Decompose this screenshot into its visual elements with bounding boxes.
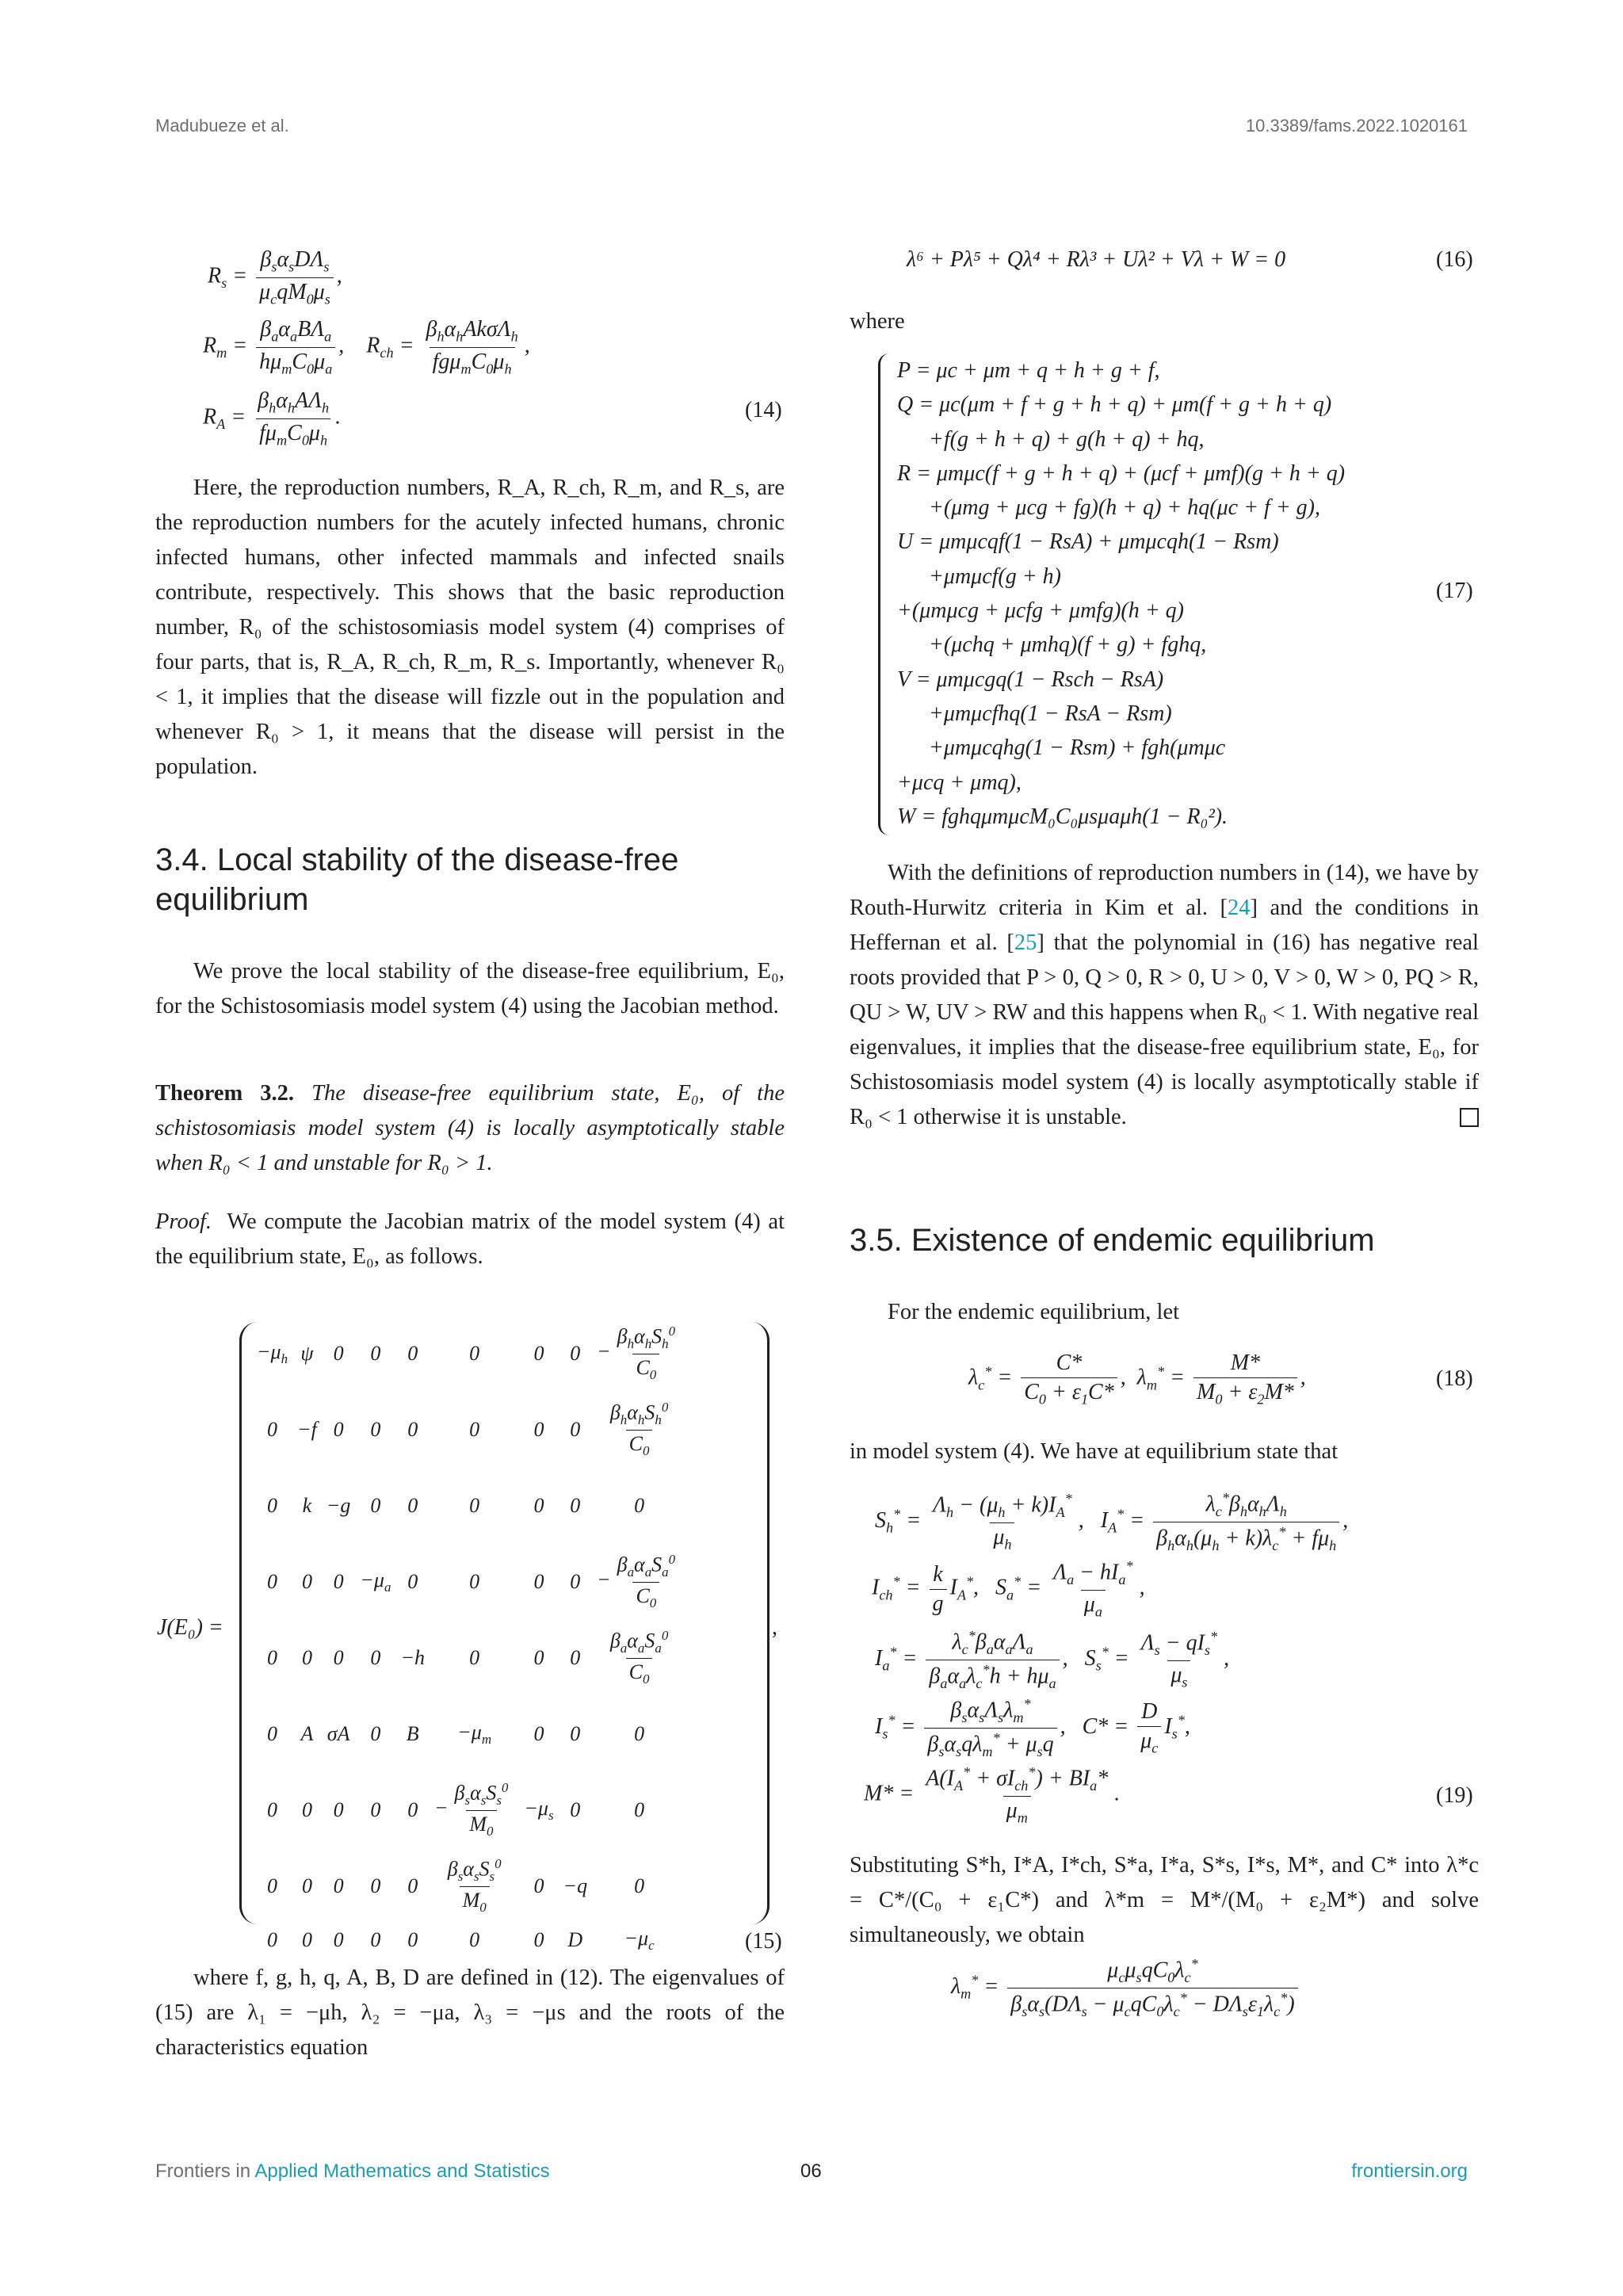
jacobian-label: J(E₀) = xyxy=(157,1615,223,1640)
theorem-label: Theorem 3.2. xyxy=(155,1081,295,1106)
where-label: where xyxy=(850,309,905,334)
right-para-4: Substituting S*h, I*A, I*ch, S*a, I*a, S*s, I*s, M*, and C* into λ*c = C*/(C₀ + ε₁C*) and λ*m = M*/(M₀ + ε₂M*) and solve simultaneously, we obtain xyxy=(850,1853,1479,1947)
eq-number-15: (15) xyxy=(745,1929,782,1954)
footer-journal: Frontiers in Applied Mathematics and Statistics xyxy=(155,2160,550,2182)
proof-label: Proof. xyxy=(155,1209,212,1234)
page-number: 06 xyxy=(800,2160,822,2182)
right-para-1: With the definitions of reproduction numbers in (14), we have by Routh-Hurwitz criteria in Kim et al. [24] and the conditions in Heffernan et al. [25] that the polynomial in (16) has negative real roots provided that P > 0, Q > 0, R > 0, U > 0, V > 0, W > 0, PQ > R, QU > W, UV > RW and this happens when R₀ < 1. With negative real eigenvalues, it implies that the disease-free equilibrium state, E₀, for Schistosomiasis model system (4) is locally asymptotically stable if R₀ < 1 otherwise it is unstable. xyxy=(850,861,1479,1129)
left-para-3: where f, g, h, q, A, B, D are defined in (12). The eigenvalues of (15) are λ₁ = −μh, λ₂ = −μa, λ₃ = −μs and the roots of the characteristics equation xyxy=(155,1966,785,2060)
theorem-3-2 xyxy=(155,1076,785,1181)
equation-lambda-m: $\lambda_m^*$ = $\frac{\mu_c\mu_sqC_0\lambda_c^*}{\beta_s\alpha_s(D\Lambda_s - \mu_cqC_0\lambda_c^* - D\Lambda_s\varepsilon_1\lambda_c^*)}$ xyxy=(951,1956,1301,2020)
footer-site-link[interactable]: frontiersin.org xyxy=(1351,2160,1468,2182)
citation-25[interactable]: 25 xyxy=(1014,930,1037,955)
left-para-2: We prove the local stability of the disease-free equilibrium, E₀, for the Schistosomiasis model system (4) using the Jacobian method. xyxy=(155,959,785,1018)
eq-number-19: (19) xyxy=(1436,1783,1473,1808)
section-3-4-title: 3.4. Local stability of the disease-free equilibrium xyxy=(155,842,679,917)
eq-number-14: (14) xyxy=(745,398,782,422)
left-para-1: Here, the reproduction numbers, R_A, R_ch, R_m, and R_s, are the reproduction numbers for the acutely infected humans, chronic infected humans, other infected mammals and infected snails contribute, respectively. This shows that the basic reproduction number, R₀ of the schistosomiasis model system (4) comprises of four parts, that is, R_A, R_ch, R_m, R_s. Importantly, whenever R₀ < 1, it implies that the disease will fizzle out in the population and whenever R₀ > 1, it means that the disease will persist in the population. xyxy=(155,476,785,779)
theorem-text: The disease-free equilibrium state, E₀, of the schistosomiasis model system (4) is locally asymptotically stable when R₀ < 1 and unstable for R₀ > 1. xyxy=(155,1081,785,1175)
running-head-authors: Madubueze et al. xyxy=(155,116,289,136)
eq-number-18: (18) xyxy=(1436,1366,1473,1391)
qed-icon xyxy=(1460,1108,1479,1127)
proof-text: We compute the Jacobian matrix of the model system (4) at the equilibrium state, E₀, as follows. xyxy=(155,1209,785,1269)
section-3-5-title: 3.5. Existence of endemic equilibrium xyxy=(850,1223,1375,1258)
running-head-doi: 10.3389/fams.2022.1020161 xyxy=(1245,116,1468,136)
eq-number-17: (17) xyxy=(1436,579,1473,603)
right-para-3: in model system (4). We have at equilibrium state that xyxy=(850,1439,1338,1464)
equation-16: λ⁶ + Pλ⁵ + Qλ⁴ + Rλ³ + Uλ² + Vλ + W = 0 xyxy=(907,247,1286,272)
citation-24[interactable]: 24 xyxy=(1228,896,1251,920)
proof xyxy=(155,1205,785,1274)
eq-number-16: (16) xyxy=(1436,247,1473,272)
right-para-2: For the endemic equilibrium, let xyxy=(888,1300,1180,1324)
footer-journal-link[interactable]: Applied Mathematics and Statistics xyxy=(254,2160,550,2182)
